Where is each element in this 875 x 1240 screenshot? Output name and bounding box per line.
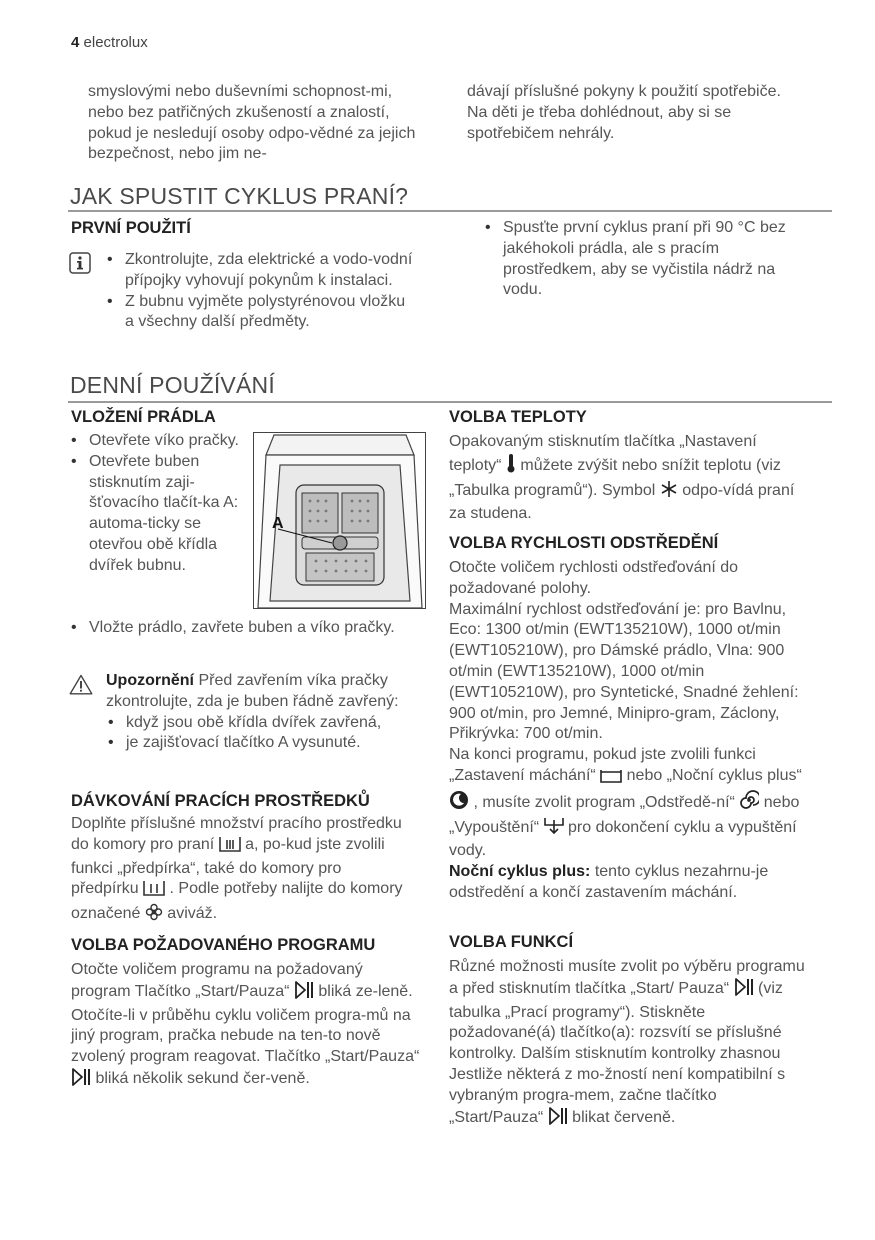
list-item: • Z bubnu vyjměte polystyrénovou vložku a všechny další předměty. <box>105 292 415 334</box>
heading-loading: VLOŽENÍ PRÁDLA <box>71 408 216 426</box>
spin-text-3b: nebo „Noční cyklus plus“ <box>626 766 802 784</box>
start-pause-icon <box>294 981 314 1006</box>
spin-spiral-icon <box>739 790 759 817</box>
detergent-text <box>71 814 411 928</box>
list-item: • Otevřete buben stisknutím zaji-šťovacího tlačít-ka A: automa-ticky se otevřou obě křídla dvířek bubnu. <box>69 452 239 577</box>
program-paragraph-1 <box>71 960 421 1006</box>
program-paragraph-2 <box>71 1006 421 1093</box>
list-item: • když jsou obě křídla dvířek zavřená, <box>106 713 428 734</box>
cold-wash-icon <box>660 480 678 505</box>
spin-paragraph-3 <box>449 745 805 862</box>
intro-left-text: smyslovými nebo duševními schopnost-mi, nebo bez patřičných zkušeností a znalostí, pokud je nesledují osoby odpo-vědné za jejich bezpečnost, nebo jim ne- <box>88 83 416 163</box>
first-use-list-right <box>483 218 793 301</box>
functions-text-2: (viz tabulka „Prací programy“). Stiskněte požadované(á) tlačítko(a): rozsvítí se příslušné kontrolky. Dalším stisknutím kontrolky zhasnou Jestliže některá z mo-žností není kompatibilní s vybraným progra-mem, začne tlačítko „Start/Pauza“ <box>449 979 786 1126</box>
spin-text-3e: pro dokončení cyklu a vypuštění vody. <box>449 818 797 860</box>
warning-icon <box>69 674 93 700</box>
list-item: • Vložte prádlo, zavřete buben a víko pračky. <box>69 618 409 639</box>
start-pause-icon <box>734 978 754 1003</box>
main-wash-compartment-icon <box>219 836 241 859</box>
program-text-2a: Otočíte-li v průběhu cyklu voličem progra-mů na jiný program, pračka nebude na ten-to nově zvolený program reagovat. Tlačítko „Start/Pauza“ <box>71 1006 420 1066</box>
program-text-2b: bliká několik sekund čer-veně. <box>95 1069 310 1087</box>
list-item: • Otevřete víko pračky. <box>69 431 239 452</box>
spin-paragraph-2: Maximální rychlost odstřeďování je: pro Bavlnu, Eco: 1300 ot/min (EWT135210W), 1000 ot/min (EWT105210W), pro Dámské prádlo, Vlna: 900 ot/min (EWT135210W), 1000 ot/min (EWT105210W), pro Syntetické, Snadné žehlení: 900 ot/min, pro Jemné, Minipro-gram, Záclony, Přikrývka: 700 ot/min. <box>449 600 799 743</box>
heading-detergent: DÁVKOVÁNÍ PRACÍCH PROSTŘEDKŮ <box>71 792 370 810</box>
detergent-text-2: a, po-kud jste zvolili funkci „předpírka“, také do komory pro předpírku <box>71 835 385 898</box>
detergent-text-4: aviváž. <box>167 905 218 923</box>
rinse-hold-icon <box>600 769 622 790</box>
section-rule-start <box>68 210 832 212</box>
spin-text <box>449 558 805 904</box>
section-title-start: JAK SPUSTIT CYKLUS PRANÍ? <box>70 183 409 209</box>
detergent-text-1: Doplňte příslušné množství pracího prostředku do komory pro praní <box>71 815 402 853</box>
softener-flower-icon <box>145 903 163 928</box>
list-item: • je zajišťovací tlačítko A vysunuté. <box>106 733 428 754</box>
spin-text-3a: Na konci programu, pokud jste zvolili funkci „Zastavení máchání“ <box>449 746 756 784</box>
brand-name: electrolux <box>83 34 148 51</box>
list-item: • Zkontrolujte, zda elektrické a vodo-vodní přípojky vyhovují pokynům k instalaci. <box>105 250 415 292</box>
heading-first-use: PRVNÍ POUŽITÍ <box>71 219 191 237</box>
functions-text-1: Různé možnosti musíte zvolit po výběru programu a před stisknutím tlačítka „Start/ Pauza“ <box>449 958 805 997</box>
heading-spin: VOLBA RYCHLOSTI ODSTŘEDĚNÍ <box>449 534 719 552</box>
start-pause-icon <box>548 1107 568 1132</box>
program-text-1b: bliká ze-leně. <box>318 982 413 1000</box>
spin-text-3c: , musíte zvolit program „Odstředě-ní“ <box>473 793 735 811</box>
functions-text-3: blikat červeně. <box>572 1108 676 1126</box>
warning-label: Upozornění <box>106 672 194 689</box>
temperature-text-3: odpo-vídá praní za studena. <box>449 481 795 523</box>
functions-text <box>449 957 805 1131</box>
program-text <box>71 960 421 1093</box>
page-number: 4 <box>71 34 80 51</box>
detergent-text-3: . Podle potřeby nalijte do komory označené <box>71 880 403 923</box>
loading-list-2 <box>69 618 409 639</box>
heading-program: VOLBA POŽADOVANÉHO PROGRAMU <box>71 936 376 954</box>
intro-right-text-2: Na děti je třeba dohlédnout, aby si se spotřebičem nehrály. <box>467 103 732 142</box>
night-cycle-text: tento cyklus nezahrnu-je odstředění a končí zastavením máchání. <box>449 863 769 901</box>
info-icon <box>69 252 91 279</box>
loading-list-1 <box>69 431 239 577</box>
intro-right <box>467 82 787 144</box>
warning-list <box>106 713 428 755</box>
heading-functions: VOLBA FUNKCÍ <box>449 933 574 951</box>
spin-paragraph-1: Otočte voličem rychlosti odstřeďování do požadované polohy. <box>449 559 739 597</box>
page-header <box>71 34 148 52</box>
list-item: • Spusťte první cyklus praní při 90 °C bez jakéhokoli prádla, ale s pracím prostředkem, aby se vyčistila nádrž na vodu. <box>483 218 793 301</box>
temperature-text-2: můžete zvýšit nebo snížit teplotu (viz „Tabulka programů“). Symbol <box>449 456 781 499</box>
night-cycle-icon <box>449 790 469 817</box>
drain-icon <box>544 817 564 842</box>
section-rule-daily <box>68 401 832 403</box>
first-use-list-left <box>105 250 415 333</box>
prewash-compartment-icon <box>143 880 165 903</box>
program-text-1a: Otočte voličem programu na požadovaný program Tlačítko „Start/Pauza“ <box>71 961 363 1000</box>
temperature-text-1: Opakovaným stisknutím tlačítka „Nastavení teploty“ <box>449 433 757 474</box>
warning-block <box>106 671 428 754</box>
warning-text: Před zavřením víka pračky zkontrolujte, zda je buben řádně zavřený: <box>106 672 399 710</box>
spin-text-3d: nebo „Vypouštění“ <box>449 793 800 836</box>
washer-drum-figure <box>253 432 426 609</box>
figure-label-a: A <box>272 515 284 532</box>
thermometer-icon <box>506 453 516 480</box>
heading-temperature: VOLBA TEPLOTY <box>449 408 587 426</box>
start-pause-icon <box>71 1068 91 1093</box>
night-cycle-label: Noční cyklus plus: <box>449 863 591 881</box>
intro-right-text-1: dávají příslušné pokyny k použití spotřebiče. <box>467 83 781 100</box>
temperature-text <box>449 432 805 525</box>
section-title-daily: DENNÍ POUŽÍVÁNÍ <box>70 372 275 398</box>
spin-paragraph-4 <box>449 862 805 904</box>
